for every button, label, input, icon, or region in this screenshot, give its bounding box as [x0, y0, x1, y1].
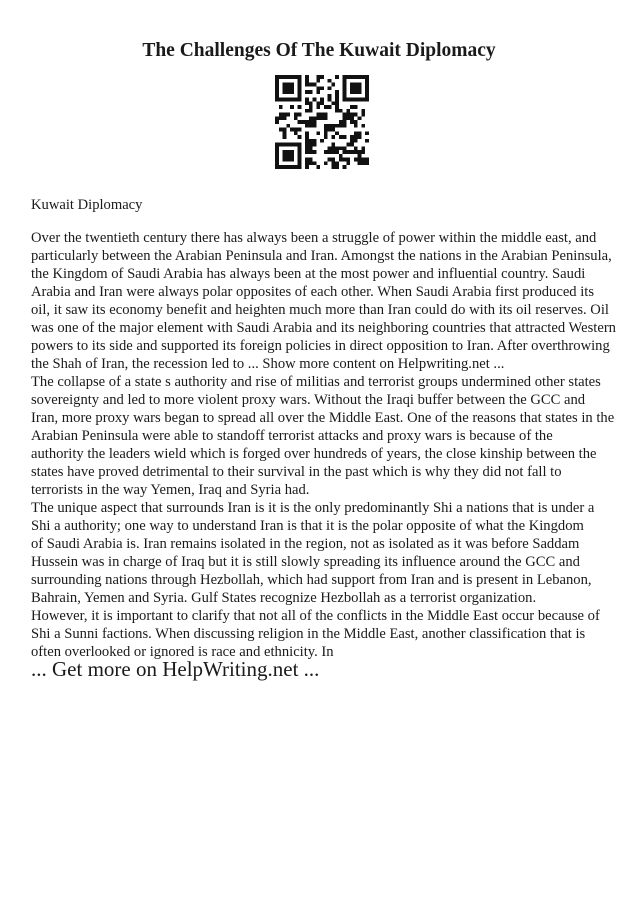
text-line: particularly between the Arabian Peninsula and Iran. Amongst the nations in the Arabian Peninsula,	[31, 248, 612, 264]
body-paragraph	[31, 373, 621, 499]
text-line: However, it is important to clarify that not all of the conflicts in the Middle East occur because of	[31, 608, 600, 624]
text-line: surrounding nations through Hezbollah, which had support from Iran and is present in Lebanon,	[31, 572, 592, 588]
text-line: powers to its side and supported its foreign policies in direct opposition to Iran. After overthrowing	[31, 338, 610, 354]
text-line: oil, it saw its economy benefit and heighten much more than Iran could do with its oil reserves. Oil	[31, 302, 609, 318]
text-line: Shi a Sunni factions. When discussing religion in the Middle East, another classification that is	[31, 626, 586, 642]
text-line: Arabia and Iran were always polar opposites of each other. When Saudi Arabia first produced its	[31, 284, 595, 300]
text-line: authority the leaders wield which is forged over hundreds of years, the close kinship between the	[31, 446, 597, 462]
qr-code-icon	[275, 75, 369, 169]
text-line: Shi a authority; one way to understand Iran is that it is the polar opposite of what the Kingdom	[31, 518, 584, 534]
text-line: Iran, more proxy wars began to spread all over the Middle East. One of the reasons that states in the	[31, 410, 615, 426]
section-heading: Kuwait Diplomacy	[31, 197, 143, 213]
text-line: Bahrain, Yemen and Syria. Gulf States recognize Hezbollah as a terrorist organization.	[31, 590, 537, 606]
text-line: the Kingdom of Saudi Arabia has always been at the most power and influential country. Saudi	[31, 266, 586, 282]
text-line: states have proved detrimental to their survival in the past which is why they did not fall to	[31, 464, 562, 480]
text-line: Hussein was in charge of Iraq but it is still slowly spreading its influence around the GCC and	[31, 554, 580, 570]
body-paragraph	[31, 499, 621, 607]
document-title: The Challenges Of The Kuwait Diplomacy	[142, 40, 496, 61]
text-line: The unique aspect that surrounds Iran is it is the only predominantly Shi a nations that is under a	[31, 500, 595, 516]
text-line: The collapse of a state s authority and rise of militias and terrorist groups undermined other states	[31, 374, 601, 390]
body-paragraph	[31, 229, 621, 373]
text-line: Over the twentieth century there has always been a struggle of power within the middle east, and	[31, 230, 597, 246]
body-paragraph	[31, 607, 621, 661]
text-line: the Shah of Iran, the recession led to ... Show more content on Helpwriting.net ...	[31, 356, 505, 372]
document-body	[31, 229, 621, 661]
text-line: terrorists in the way Yemen, Iraq and Syria had.	[31, 482, 310, 498]
text-line: sovereignty and led to more violent proxy wars. Without the Iraqi buffer between the GCC and	[31, 392, 586, 408]
text-line: Arabian Peninsula were able to standoff terrorist attacks and proxy wars is because of the	[31, 428, 553, 444]
text-line: often overlooked or ignored is race and ethnicity. In	[31, 644, 334, 660]
text-line: was one of the major element with Saudi Arabia and its neighboring countries that attracted Western	[31, 320, 616, 336]
text-line: of Saudi Arabia is. Iran remains isolated in the region, not as isolated as it was before Saddam	[31, 536, 580, 552]
get-more-link[interactable]: ... Get more on HelpWriting.net ...	[31, 657, 320, 681]
